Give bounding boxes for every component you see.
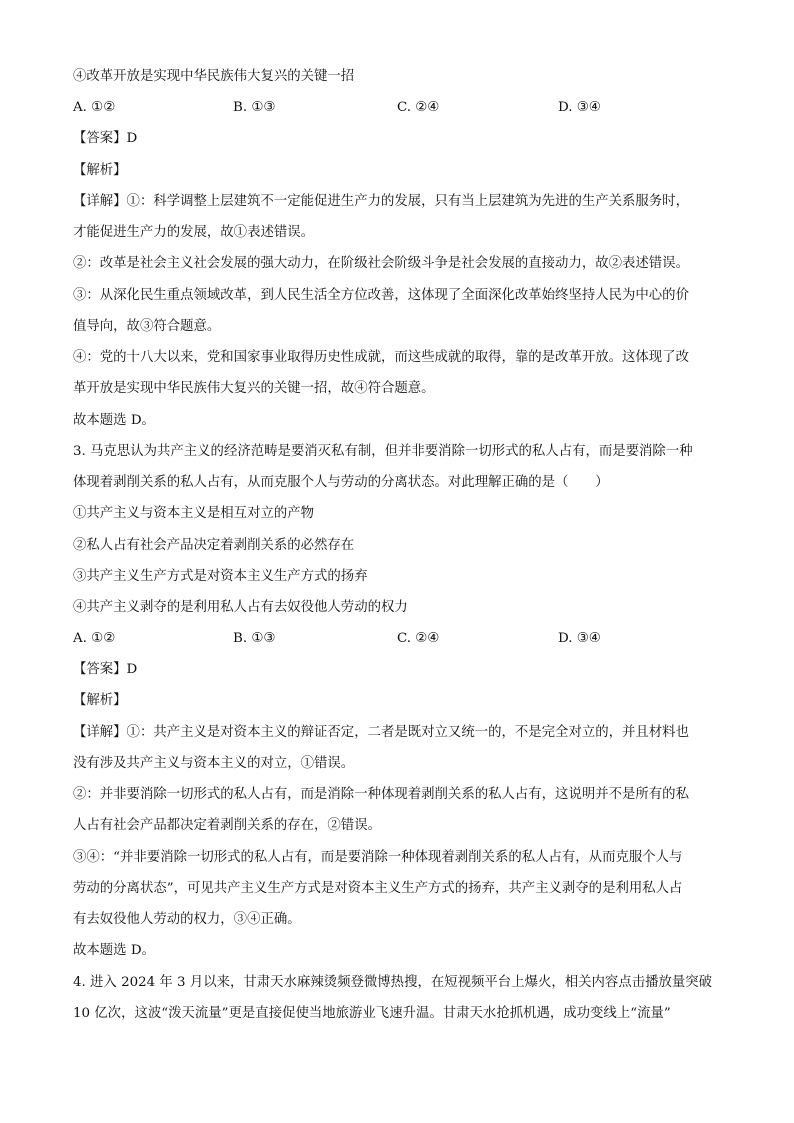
- q2-option-4: ④改革开放是实现中华民族伟大复兴的关键一招: [73, 69, 355, 84]
- q2-detail-line: 值导向，故③符合题意。: [73, 319, 221, 334]
- q2-answer: 【答案】D: [73, 131, 138, 146]
- q3-choice-a: A. ①②: [73, 631, 116, 646]
- q2-detail-line: 才能促进生产力的发展，故①表述错误。: [73, 225, 315, 240]
- q3-option-1: ①共产主义与资本主义是相互对立的产物: [73, 506, 315, 521]
- q4-stem-line: 4. 进入 2024 年 3 月以来，甘肃天水麻辣烫频登微博热搜，在短视频平台上爆火，相关内容点击播放量突破: [73, 975, 713, 990]
- q3-stem-line: 3. 马克思认为共产主义的经济范畴是要消灭私有制，但并非要消除一切形式的私人占有，而是要消除一种: [73, 444, 693, 459]
- q2-choice-a: A. ①②: [73, 100, 116, 115]
- q2-detail-line: ③：从深化民生重点领域改革，到人民生活全方位改善，这体现了全面深化改革始终坚持人民为中心的价: [73, 288, 689, 303]
- q3-detail-line: 【详解】①：共产主义是对资本主义的辩证否定，二者是既对立又统一的，不是完全对立的，并且材料也: [73, 725, 689, 740]
- q2-conclusion: 故本题选 D。: [73, 413, 155, 428]
- q3-analysis-label: 【解析】: [73, 693, 127, 708]
- q3-choice-b: B. ①③: [233, 631, 276, 646]
- q3-detail-line: ②：并非要消除一切形式的私人占有，而是消除一种体现着剥削关系的私人占有，这说明并不是所有的私: [73, 787, 689, 802]
- q2-detail-line: 革开放是实现中华民族伟大复兴的关键一招，故④符合题意。: [73, 381, 435, 396]
- q3-choice-d: D. ③④: [558, 631, 601, 646]
- q3-detail-line: 劳动的分离状态”，可见共产主义生产方式是对资本主义生产方式的扬弃，共产主义剥夺的是利用私人占: [73, 881, 683, 896]
- q3-detail-line: ③④：“并非要消除一切形式的私人占有，而是要消除一种体现着剥削关系的私人占有，从而克服个人与: [73, 850, 683, 865]
- q3-option-2: ②私人占有社会产品决定着剥削关系的必然存在: [73, 538, 355, 553]
- q3-answer: 【答案】D: [73, 662, 138, 677]
- q3-choice-c: C. ②④: [397, 631, 440, 646]
- q2-choices: [73, 99, 733, 117]
- q3-conclusion: 故本题选 D。: [73, 943, 155, 958]
- q2-detail-line: 【详解】①：科学调整上层建筑不一定能促进生产力的发展，只有当上层建筑为先进的生产关系服务时，: [73, 194, 689, 209]
- q4-stem-line: 10 亿次，这波“泼天流量”更是直接促使当地旅游业飞速升温。甘肃天水抢抓机遇，成功变线上“流量”: [73, 1006, 671, 1021]
- q3-stem-line: 体现着剥削关系的私人占有，从而克服个人与劳动的分离状态。对此理解正确的是（ ）: [73, 475, 609, 490]
- q3-detail-line: 人占有社会产品都决定着剥削关系的存在，②错误。: [73, 818, 381, 833]
- q3-choices: [73, 630, 733, 648]
- q3-detail-line: 没有涉及共产主义与资本主义的对立，①错误。: [73, 756, 355, 771]
- q2-detail-line: ②：改革是社会主义社会发展的强大动力，在阶级社会阶级斗争是社会发展的直接动力，故②表述错误。: [73, 256, 689, 271]
- q2-choice-d: D. ③④: [558, 100, 601, 115]
- q2-analysis-label: 【解析】: [73, 163, 127, 178]
- q2-detail-line: ④：党的十八大以来，党和国家事业取得历史性成就，而这些成就的取得，靠的是改革开放。这体现了改: [73, 350, 689, 365]
- q2-choice-c: C. ②④: [397, 100, 440, 115]
- q3-detail-line: 有去奴役他人劳动的权力，③④正确。: [73, 912, 301, 927]
- q3-option-4: ④共产主义剥夺的是利用私人占有去奴役他人劳动的权力: [73, 600, 408, 615]
- q3-option-3: ③共产主义生产方式是对资本主义生产方式的扬弃: [73, 569, 368, 584]
- q2-choice-b: B. ①③: [233, 100, 276, 115]
